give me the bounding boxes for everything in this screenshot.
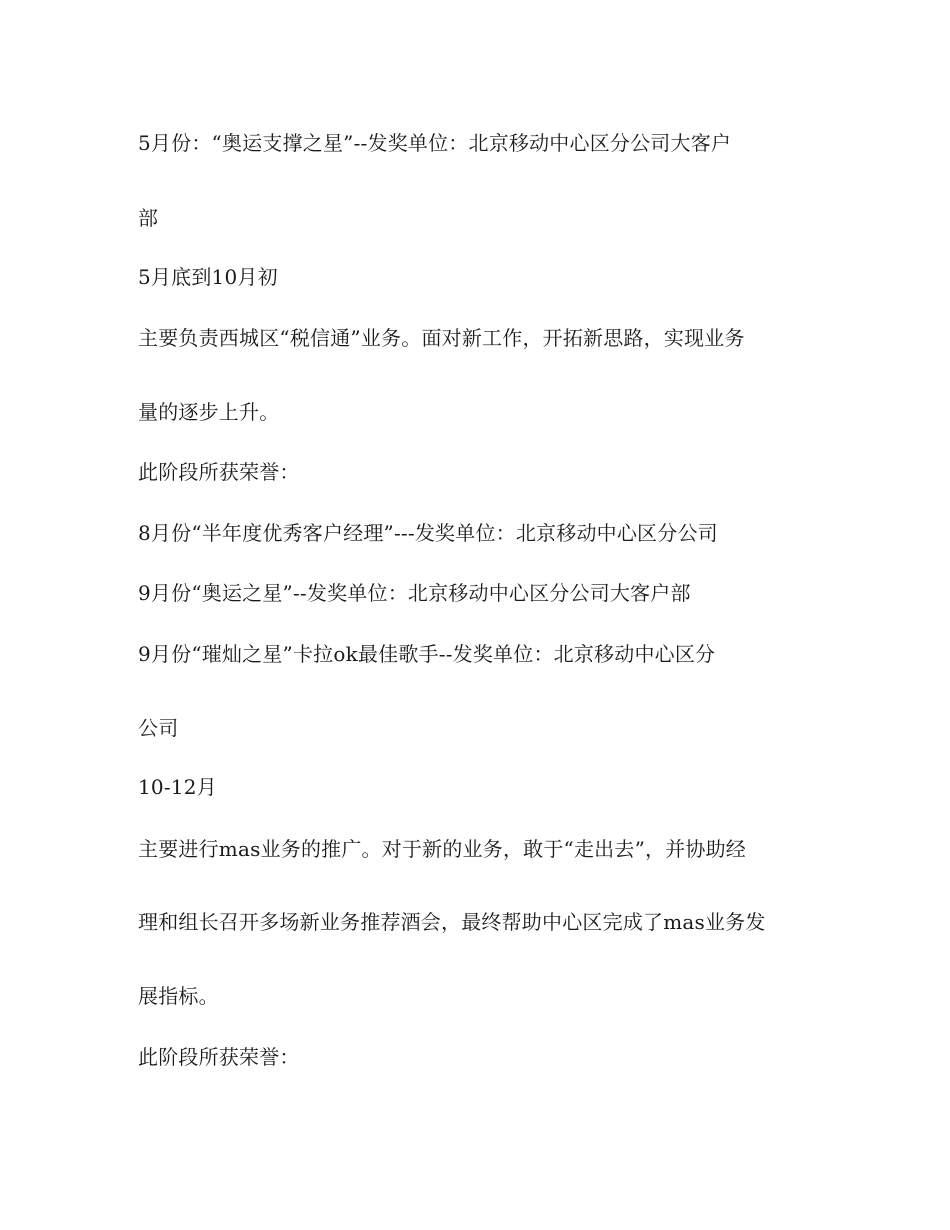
award-line-may-continued: 部 [138,206,159,230]
mas-paragraph-line-1: 主要进行mas业务的推广。对于新的业务，敢于“走出去”，并协助经 [138,837,747,861]
award-line-may: 5月份：“奥运支撑之星”--发奖单位：北京移动中心区分公司大客户 [138,131,732,155]
mas-paragraph-line-2: 理和组长召开多场新业务推荐酒会，最终帮助中心区完成了mas业务发 [138,910,766,934]
mas-paragraph-line-3: 展指标。 [138,984,219,1008]
duty-paragraph-line-2: 量的逐步上升。 [138,400,280,424]
honors-heading: 此阶段所获荣誉： [138,460,300,484]
duty-paragraph-line-1: 主要负责西城区“税信通”业务。面对新工作，开拓新思路，实现业务 [138,326,745,350]
honors-heading-2: 此阶段所获荣誉： [138,1045,300,1069]
award-line-september-olympic: 9月份“奥运之星”--发奖单位：北京移动中心区分公司大客户部 [138,581,691,605]
award-line-september-karaoke-continued: 公司 [138,716,179,740]
period-heading-may-oct: 5月底到10月初 [138,265,278,289]
award-line-september-karaoke: 9月份“璀灿之星”卡拉ok最佳歌手--发奖单位：北京移动中心区分 [138,642,716,666]
award-line-august: 8月份“半年度优秀客户经理”---发奖单位：北京移动中心区分公司 [138,521,718,545]
period-heading-oct-dec: 10-12月 [138,775,217,799]
